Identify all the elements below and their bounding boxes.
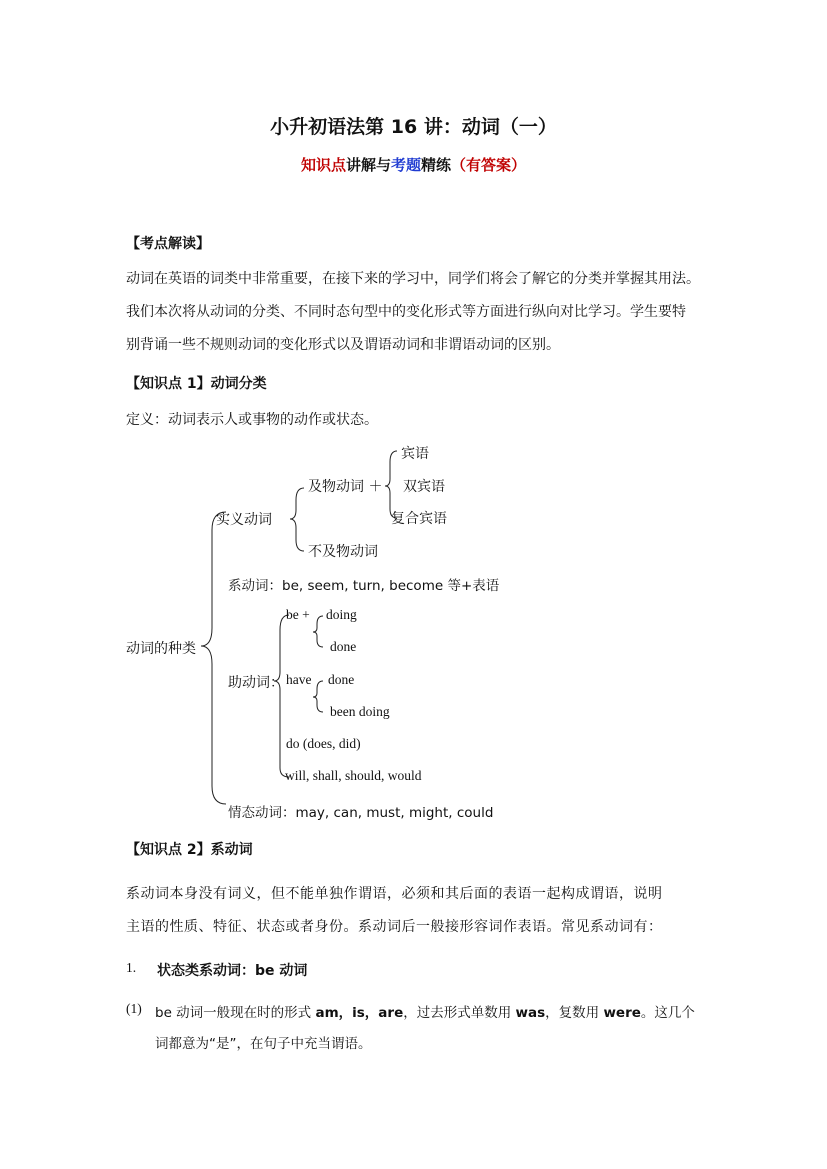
tree-root: 动词的种类 [126,641,196,657]
tree-node-will: will, shall, should, would [285,768,422,783]
sub-item-text-part: 。这几个 [640,1005,695,1021]
tree-node-bingyu: 宾语 [401,446,429,462]
section-heading-kaodian: 【考点解读】 [126,236,210,252]
tree-node-bujiwu: 不及物动词 [308,544,378,560]
tree-node-done: done [330,639,357,654]
paragraph-line: 系动词本身没有词义，但不能单独作谓语，必须和其后面的表语一起构成谓语，说明 [126,886,663,902]
page-subtitle [0,154,827,175]
sub-item-text-part: ，复数用 [545,1005,604,1021]
sub-item-bold-was: was [515,1005,546,1021]
section-heading-point2: 【知识点 2】系动词 [126,842,253,858]
bracket-shiyi [290,488,304,551]
tree-node-have: have [286,672,312,687]
tree-node-been-doing: been doing [330,704,390,719]
bracket-be [313,616,323,647]
bracket-root [201,512,226,804]
sub-item-text-line2: 词都意为“是”，在句子中充当谓语。 [155,1036,372,1052]
tree-node-jiwu: 及物动词 ＋ [308,479,383,495]
tree-node-shuangbingyu: 双宾语 [403,479,445,495]
tree-node-doing: doing [326,607,357,622]
sub-item-text-part: ，过去形式单数用 [403,1005,516,1021]
bracket-have [313,681,323,712]
subtitle-part-knowledge: 知识点 [300,156,346,174]
definition-text: 定义：动词表示人或事物的动作或状态。 [126,412,378,428]
tree-node-fuhebingyu: 复合宾语 [391,511,447,527]
sub-item-bold-forms: am，is，are [315,1005,404,1021]
paragraph-line: 我们本次将从动词的分类、不同时态句型中的变化形式等方面进行纵向对比学习。学生要特 [126,304,686,320]
bracket-zhudong [274,615,289,777]
tree-node-shiyi: 实义动词 [216,512,272,528]
sub-item-text-part: be 动词一般现在时的形式 [155,1005,316,1021]
tree-node-qingtai: 情态动词：may, can, must, might, could [228,805,494,821]
subtitle-part-practice: 精练 [421,156,452,174]
subtitle-part-explain: 讲解与 [345,156,391,174]
paragraph-line: 别背诵一些不规则动词的变化形式以及谓语动词和非谓语动词的区别。 [126,337,560,353]
sub-item-bold-were: were [603,1005,641,1021]
tree-node-zhudong: 助动词： [228,675,284,691]
sub-item-text [155,1001,695,1021]
tree-node-be-plus: be + [286,607,310,622]
subtitle-part-answers: （有答案） [451,156,527,174]
paragraph-line: 主语的性质、特征、状态或者身份。系动词后一般接形容词作表语。常见系动词有： [126,919,663,935]
tree-node-xidong: 系动词：be, seem, turn, become 等+表语 [228,578,500,594]
subtitle-part-exam: 考题 [390,156,421,174]
section-heading-point1: 【知识点 1】动词分类 [126,376,267,392]
tree-node-do-does: do (does, did) [286,736,361,751]
list-item-number: 1. [126,960,137,975]
sub-item-number: (1) [126,1001,142,1016]
tree-node-have-done: done [328,672,355,687]
paragraph-line: 动词在英语的词类中非常重要，在接下来的学习中，同学们将会了解它的分类并掌握其用法。 [126,271,700,287]
list-item-heading: 状态类系动词：be 动词 [157,963,308,979]
page-title: 小升初语法第 16 讲：动词（一） [270,116,557,138]
